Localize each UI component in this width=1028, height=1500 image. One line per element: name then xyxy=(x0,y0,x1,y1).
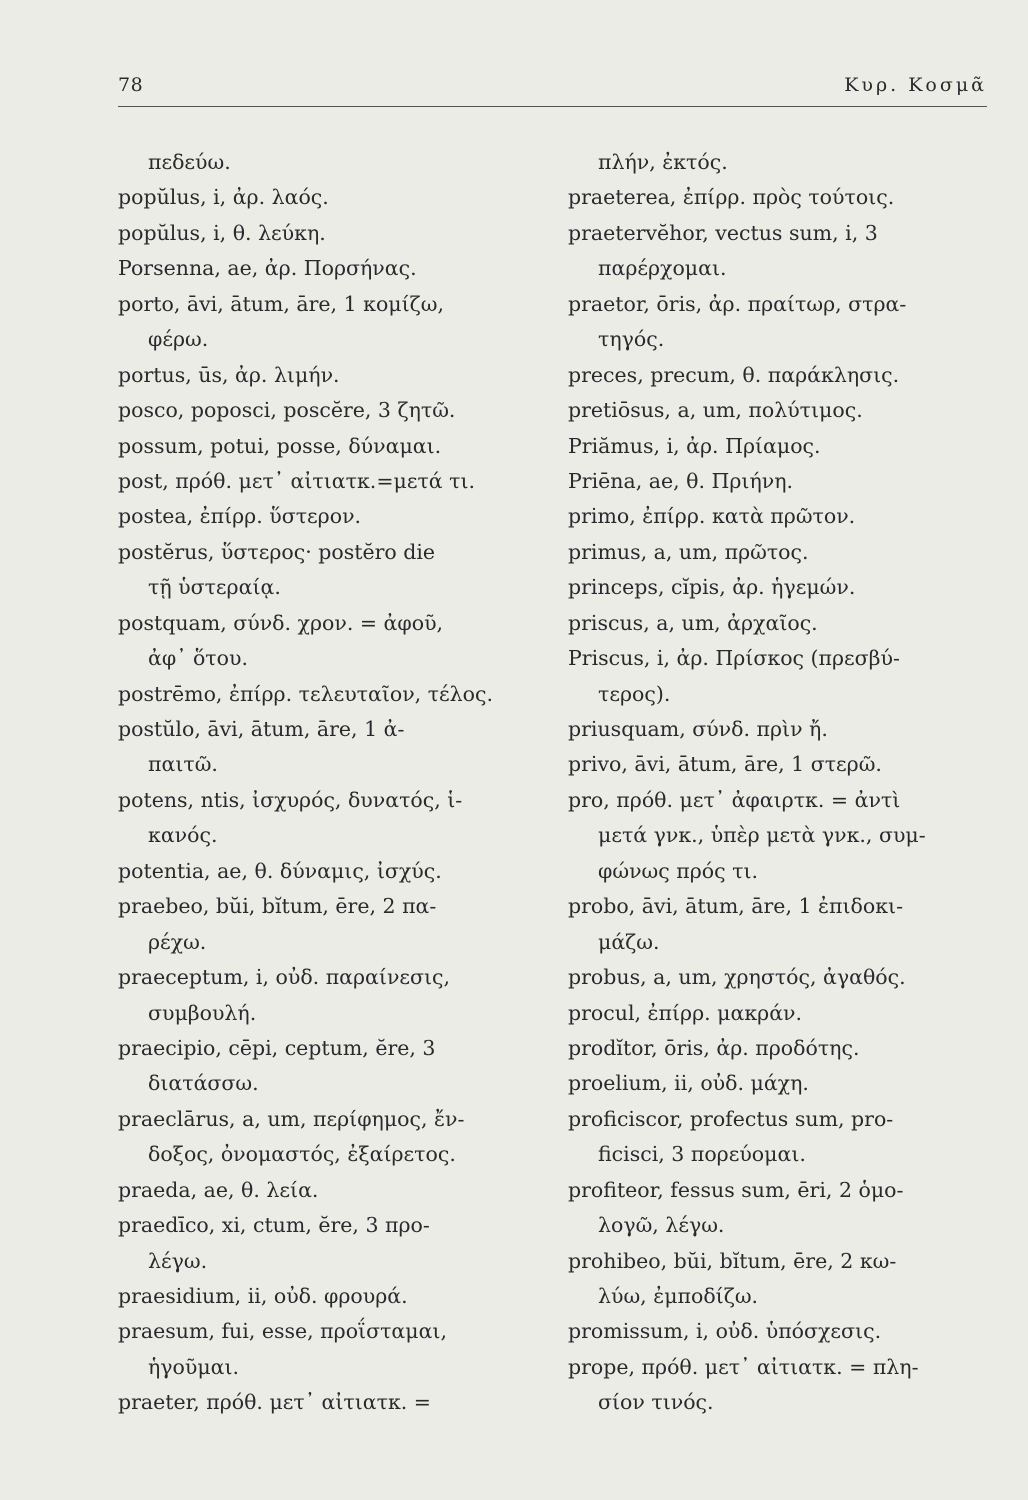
dictionary-line: probo, āvi, ātum, āre, 1 ἐπιδοκι- xyxy=(568,894,904,919)
dictionary-line: Priămus, i, ἀρ. Πρίαμος. xyxy=(568,433,821,458)
dictionary-line: promissum, i, οὐδ. ὑπόσχεσις. xyxy=(568,1319,882,1344)
dictionary-line: λύω, ἐμποδίζω. xyxy=(598,1284,759,1308)
dictionary-line: praeterea, ἐπίρρ. πρὸς τούτοις. xyxy=(568,185,895,210)
dictionary-line: porto, āvi, ātum, āre, 1 κομίζω, xyxy=(118,291,445,316)
dictionary-line: profiteor, fessus sum, ēri, 2 ὁμο- xyxy=(568,1177,904,1202)
dictionary-line: postquam, σύνδ. χρον. = ἀφοῦ, xyxy=(118,610,444,635)
dictionary-line: praebeo, bŭi, bĭtum, ēre, 2 πα- xyxy=(118,894,437,919)
page-number: 78 xyxy=(118,74,144,96)
dictionary-line: probus, a, um, χρηστός, ἀγαθός. xyxy=(568,965,906,990)
dictionary-line: praetervĕhor, vectus sum, i, 3 xyxy=(568,220,878,245)
dictionary-line: proelium, ii, οὐδ. μάχη. xyxy=(568,1071,809,1096)
dictionary-line: postea, ἐπίρρ. ὕστερον. xyxy=(118,504,362,529)
dictionary-line: priusquam, σύνδ. πρὶν ἤ. xyxy=(568,717,828,741)
dictionary-line: λέγω. xyxy=(148,1248,208,1273)
dictionary-line: preces, precum, θ. παράκλησις. xyxy=(568,362,900,387)
dictionary-line: τερος). xyxy=(598,681,671,706)
dictionary-line: Priēna, ae, θ. Πριήνη. xyxy=(568,468,794,493)
dictionary-line: postĕrus, ὕστερος· postĕro die xyxy=(118,539,436,564)
dictionary-line: potens, ntis, ἰσχυρός, δυνατός, ἱ- xyxy=(118,787,463,812)
right-column xyxy=(568,145,983,1421)
dictionary-line: prodĭtor, ōris, ἀρ. προδότης. xyxy=(568,1035,860,1060)
left-column xyxy=(118,145,533,1421)
dictionary-line: παιτῶ. xyxy=(148,752,218,777)
page-header xyxy=(118,74,987,104)
dictionary-line: portus, ūs, ἀρ. λιμήν. xyxy=(118,362,340,387)
dictionary-line: praecipio, cēpi, ceptum, ĕre, 3 xyxy=(118,1035,436,1060)
dictionary-line: popŭlus, i, θ. λεύκη. xyxy=(118,220,326,245)
dictionary-line: τηγός. xyxy=(598,327,665,352)
dictionary-line: posco, poposci, poscĕre, 3 ζητῶ. xyxy=(118,398,456,423)
dictionary-line: πλήν, ἐκτός. xyxy=(598,150,728,174)
dictionary-line: praeter, πρόθ. μετ᾽ αἰτιατκ. = xyxy=(118,1390,431,1415)
dictionary-line: praeda, ae, θ. λεία. xyxy=(118,1177,319,1202)
dictionary-line: pro, πρόθ. μετ᾽ ἀφαιρτκ. = ἀντὶ xyxy=(568,787,901,812)
dictionary-line: post, πρόθ. μετ᾽ αἰτιατκ.=μετά τι. xyxy=(118,468,476,493)
dictionary-line: postrēmo, ἐπίρρ. τελευταῖον, τέλος. xyxy=(118,681,494,706)
dictionary-line: φέρω. xyxy=(148,327,209,352)
dictionary-line: popŭlus, i, ἀρ. λαός. xyxy=(118,185,329,210)
dictionary-line: τῇ ὑστεραίᾳ. xyxy=(148,575,281,600)
dictionary-line: ἀφ᾽ ὅτου. xyxy=(148,646,248,671)
dictionary-line: πεδεύω. xyxy=(148,150,231,174)
dictionary-line: priscus, a, um, ἀρχαῖος. xyxy=(568,610,818,635)
dictionary-line: δοξος, ὀνομαστός, ἐξαίρετος. xyxy=(148,1142,456,1167)
dictionary-line: σίον τινός. xyxy=(598,1390,714,1415)
dictionary-line: primo, ἐπίρρ. κατὰ πρῶτον. xyxy=(568,504,856,529)
dictionary-line: princeps, cĭpis, ἀρ. ἡγεμών. xyxy=(568,575,856,600)
dictionary-line: primus, a, um, πρῶτος. xyxy=(568,539,809,564)
dictionary-line: ficisci, 3 πορεύομαι. xyxy=(598,1142,806,1167)
header-rule xyxy=(118,106,987,107)
dictionary-line: φώνως πρός τι. xyxy=(598,858,759,883)
dictionary-line: μάζω. xyxy=(598,929,660,954)
dictionary-line: possum, potui, posse, δύναμαι. xyxy=(118,433,442,458)
dictionary-line: prope, πρόθ. μετ᾽ αἰτιατκ. = πλη- xyxy=(568,1354,919,1379)
dictionary-line: pretiōsus, a, um, πολύτιμος. xyxy=(568,398,863,423)
dictionary-line: procul, ἐπίρρ. μακράν. xyxy=(568,1000,803,1025)
dictionary-line: proficiscor, profectus sum, pro- xyxy=(568,1106,894,1131)
dictionary-line: συμβουλή. xyxy=(148,1000,257,1025)
running-head: Κυρ. Κοσμᾶ xyxy=(844,74,987,96)
dictionary-line: μετά γνκ., ὑπὲρ μετὰ γνκ., συμ- xyxy=(598,823,926,848)
dictionary-line: λογῶ, λέγω. xyxy=(598,1213,725,1238)
dictionary-line: praesidium, ii, οὐδ. φρουρά. xyxy=(118,1284,408,1308)
dictionary-line: privo, āvi, ātum, āre, 1 στερῶ. xyxy=(568,752,882,777)
dictionary-line: praeclārus, a, um, περίφημος, ἔν- xyxy=(118,1106,465,1131)
dictionary-line: κανός. xyxy=(148,823,218,848)
dictionary-line: Priscus, i, ἀρ. Πρίσκος (πρεσβύ- xyxy=(568,646,900,671)
dictionary-line: praesum, fui, esse, προΐσταμαι, xyxy=(118,1319,447,1344)
dictionary-line: Porsenna, ae, ἀρ. Πορσήνας. xyxy=(118,256,417,281)
dictionary-line: praeceptum, i, οὐδ. παραίνεσις, xyxy=(118,965,451,990)
dictionary-line: παρέρχομαι. xyxy=(598,256,727,281)
dictionary-line: potentia, ae, θ. δύναμις, ἰσχύς. xyxy=(118,858,442,883)
dictionary-line: praetor, ōris, ἀρ. πραίτωρ, στρα- xyxy=(568,291,907,316)
dictionary-line: διατάσσω. xyxy=(148,1071,259,1096)
dictionary-line: ρέχω. xyxy=(148,929,207,954)
dictionary-line: prohibeo, bŭi, bĭtum, ēre, 2 κω- xyxy=(568,1248,897,1273)
dictionary-line: ἡγοῦμαι. xyxy=(148,1354,240,1379)
dictionary-line: praedīco, xi, ctum, ĕre, 3 προ- xyxy=(118,1213,430,1238)
dictionary-line: postŭlo, āvi, ātum, āre, 1 ἀ- xyxy=(118,717,405,741)
